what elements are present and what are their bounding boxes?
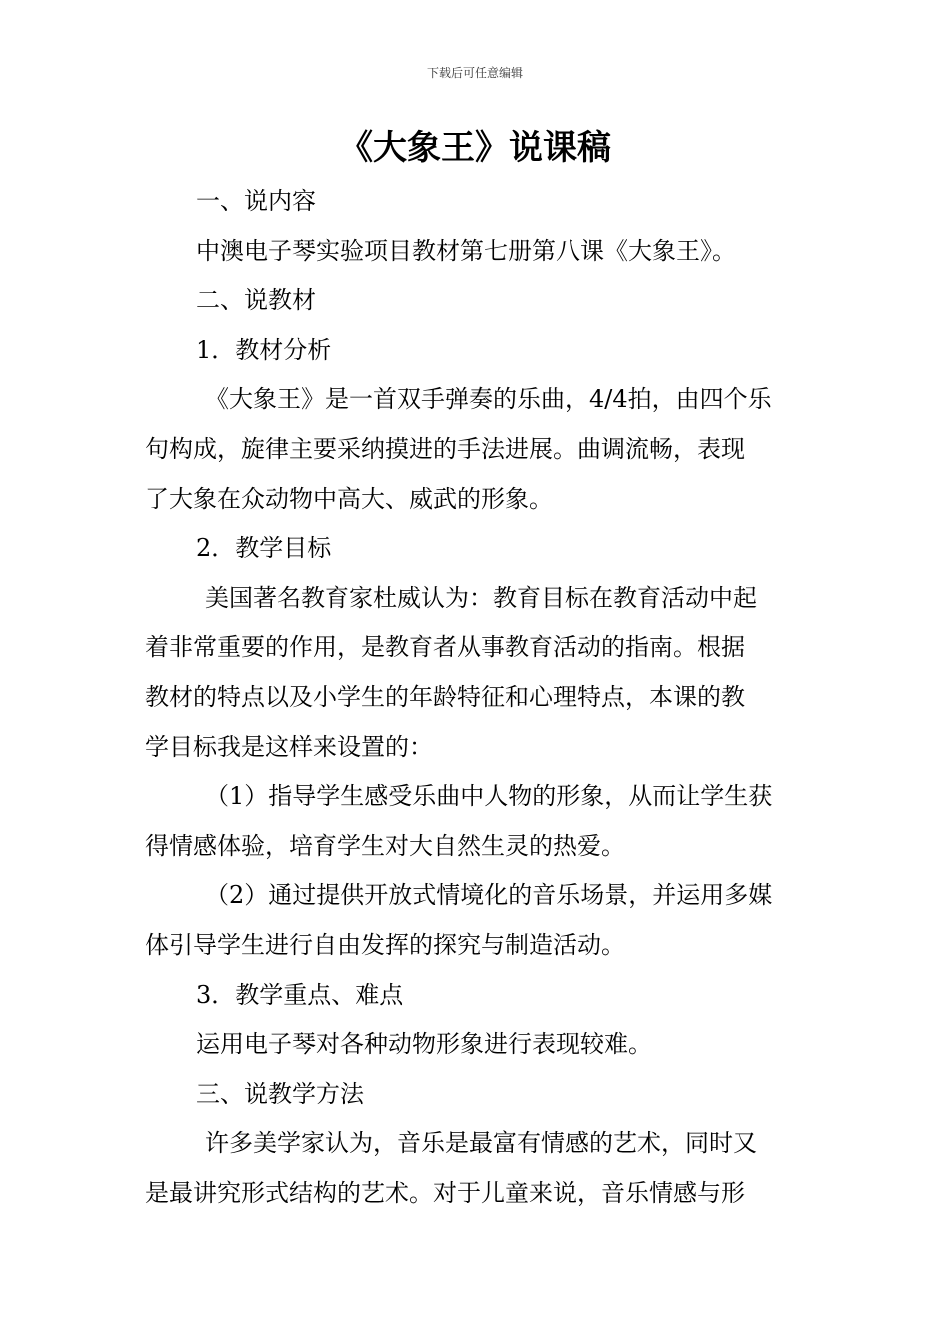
objective-item-1: （1）指导学生感受乐曲中人物的形象，从而让学生获 <box>205 782 773 811</box>
objective-item-2: （2）通过提供开放式情境化的音乐场景，并运用多媒 <box>205 881 773 910</box>
subsection-heading-objectives: 2．教学目标 <box>196 534 332 563</box>
subsection-heading-analysis: 1．教材分析 <box>196 335 332 364</box>
paragraph-line: 学目标我是这样来设置的： <box>145 732 433 761</box>
paragraph-line: 运用电子琴对各种动物形象进行表现较难。 <box>196 1030 652 1059</box>
paragraph-line: 教材的特点以及小学生的年龄特征和心理特点，本课的教 <box>145 682 745 711</box>
paragraph-line: 中澳电子琴实验项目教材第七册第八课《大象王》。 <box>196 236 736 265</box>
section-heading-methods: 三、说教学方法 <box>196 1079 364 1108</box>
section-heading-textbook: 二、说教材 <box>196 286 316 315</box>
paragraph-line: 得情感体验，培育学生对大自然生灵的热爱。 <box>145 831 625 860</box>
document-title: 《大象王》说课稿 <box>339 128 611 168</box>
paragraph-line: 了大象在众动物中高大、威武的形象。 <box>145 484 553 513</box>
page-header-note: 下载后可任意编辑 <box>426 66 523 80</box>
paragraph-line: 体引导学生进行自由发挥的探究与制造活动。 <box>145 930 625 959</box>
subsection-heading-key-points: 3．教学重点、难点 <box>196 980 404 1009</box>
paragraph-line: 美国著名教育家杜威认为：教育目标在教育活动中起 <box>205 583 757 612</box>
paragraph-line: 许多美学家认为，音乐是最富有情感的艺术，同时又 <box>205 1129 757 1158</box>
paragraph-line: 着非常重要的作用，是教育者从事教育活动的指南。根据 <box>145 633 745 662</box>
document-body <box>145 177 810 1218</box>
paragraph-line: 是最讲究形式结构的艺术。对于儿童来说，音乐情感与形 <box>145 1178 745 1207</box>
paragraph-line: 《大象王》是一首双手弹奏的乐曲，4/4拍，由四个乐 <box>205 385 772 414</box>
section-heading-content: 一、说内容 <box>196 187 316 215</box>
paragraph-line: 句构成，旋律主要采纳摸进的手法进展。曲调流畅，表现 <box>145 434 745 463</box>
